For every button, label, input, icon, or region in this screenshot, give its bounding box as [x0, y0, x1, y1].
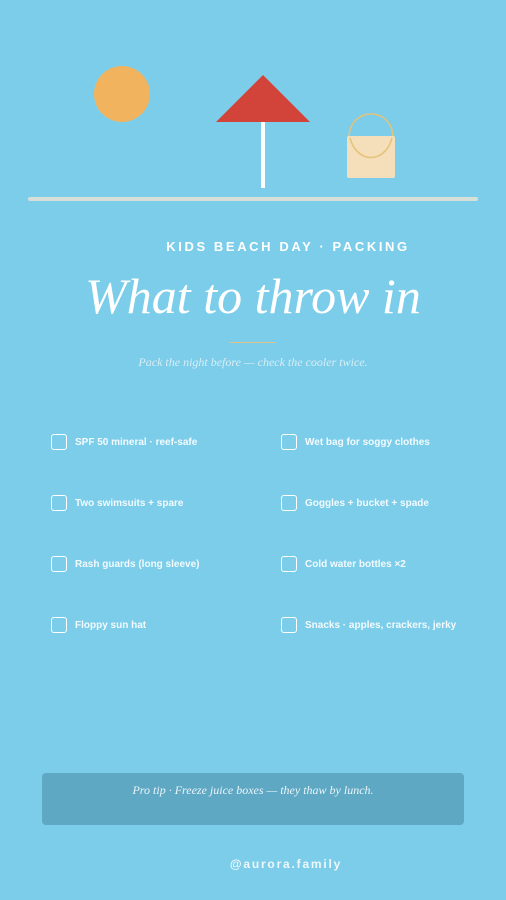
- checklist-item-water-bottles[interactable]: [281, 555, 406, 573]
- checklist-item-label: Snacks · apples, crackers, jerky: [305, 619, 457, 631]
- checklist-item-label: Floppy sun hat: [75, 619, 147, 631]
- page-title: What to throw in: [85, 268, 421, 324]
- checkbox-icon[interactable]: [51, 434, 67, 450]
- subtitle: Pack the night before — check the cooler twice.: [138, 355, 368, 369]
- pro-tip-text: Pro tip · Freeze juice boxes — they thaw by lunch.: [132, 783, 374, 797]
- social-handle: @aurora.family: [229, 857, 343, 871]
- checklist-item-sun-hat[interactable]: [51, 616, 146, 634]
- eyebrow-label: KIDS BEACH DAY · PACKING: [166, 239, 410, 254]
- sand-bucket-icon: [345, 112, 397, 180]
- checklist-item-label: Rash guards (long sleeve): [75, 558, 200, 570]
- checkbox-icon[interactable]: [281, 556, 297, 572]
- checklist-item-label: Two swimsuits + spare: [75, 497, 184, 509]
- horizon-line: [28, 197, 478, 201]
- title-divider: [229, 342, 276, 343]
- checklist-item-swimsuits[interactable]: [51, 494, 183, 512]
- checkbox-icon[interactable]: [281, 434, 297, 450]
- beach-umbrella-icon: [216, 75, 310, 189]
- checklist-item-label: Goggles + bucket + spade: [305, 497, 429, 509]
- checklist-item-label: Cold water bottles ×2: [305, 558, 406, 570]
- checkbox-icon[interactable]: [281, 617, 297, 633]
- checklist-item-snacks[interactable]: [281, 616, 456, 634]
- checklist-item-sunscreen[interactable]: [51, 433, 197, 451]
- checklist-item-rash-guards[interactable]: [51, 555, 199, 573]
- checklist-item-goggles[interactable]: [281, 494, 429, 512]
- checklist-item-wet-bag[interactable]: [281, 433, 430, 451]
- checkbox-icon[interactable]: [51, 556, 67, 572]
- pro-tip-panel: [42, 773, 464, 825]
- checklist-item-label: Wet bag for soggy clothes: [305, 436, 430, 448]
- checkbox-icon[interactable]: [51, 617, 67, 633]
- checkbox-icon[interactable]: [281, 495, 297, 511]
- checkbox-icon[interactable]: [51, 495, 67, 511]
- checklist-item-label: SPF 50 mineral · reef-safe: [75, 436, 198, 448]
- sun-icon: [94, 66, 150, 122]
